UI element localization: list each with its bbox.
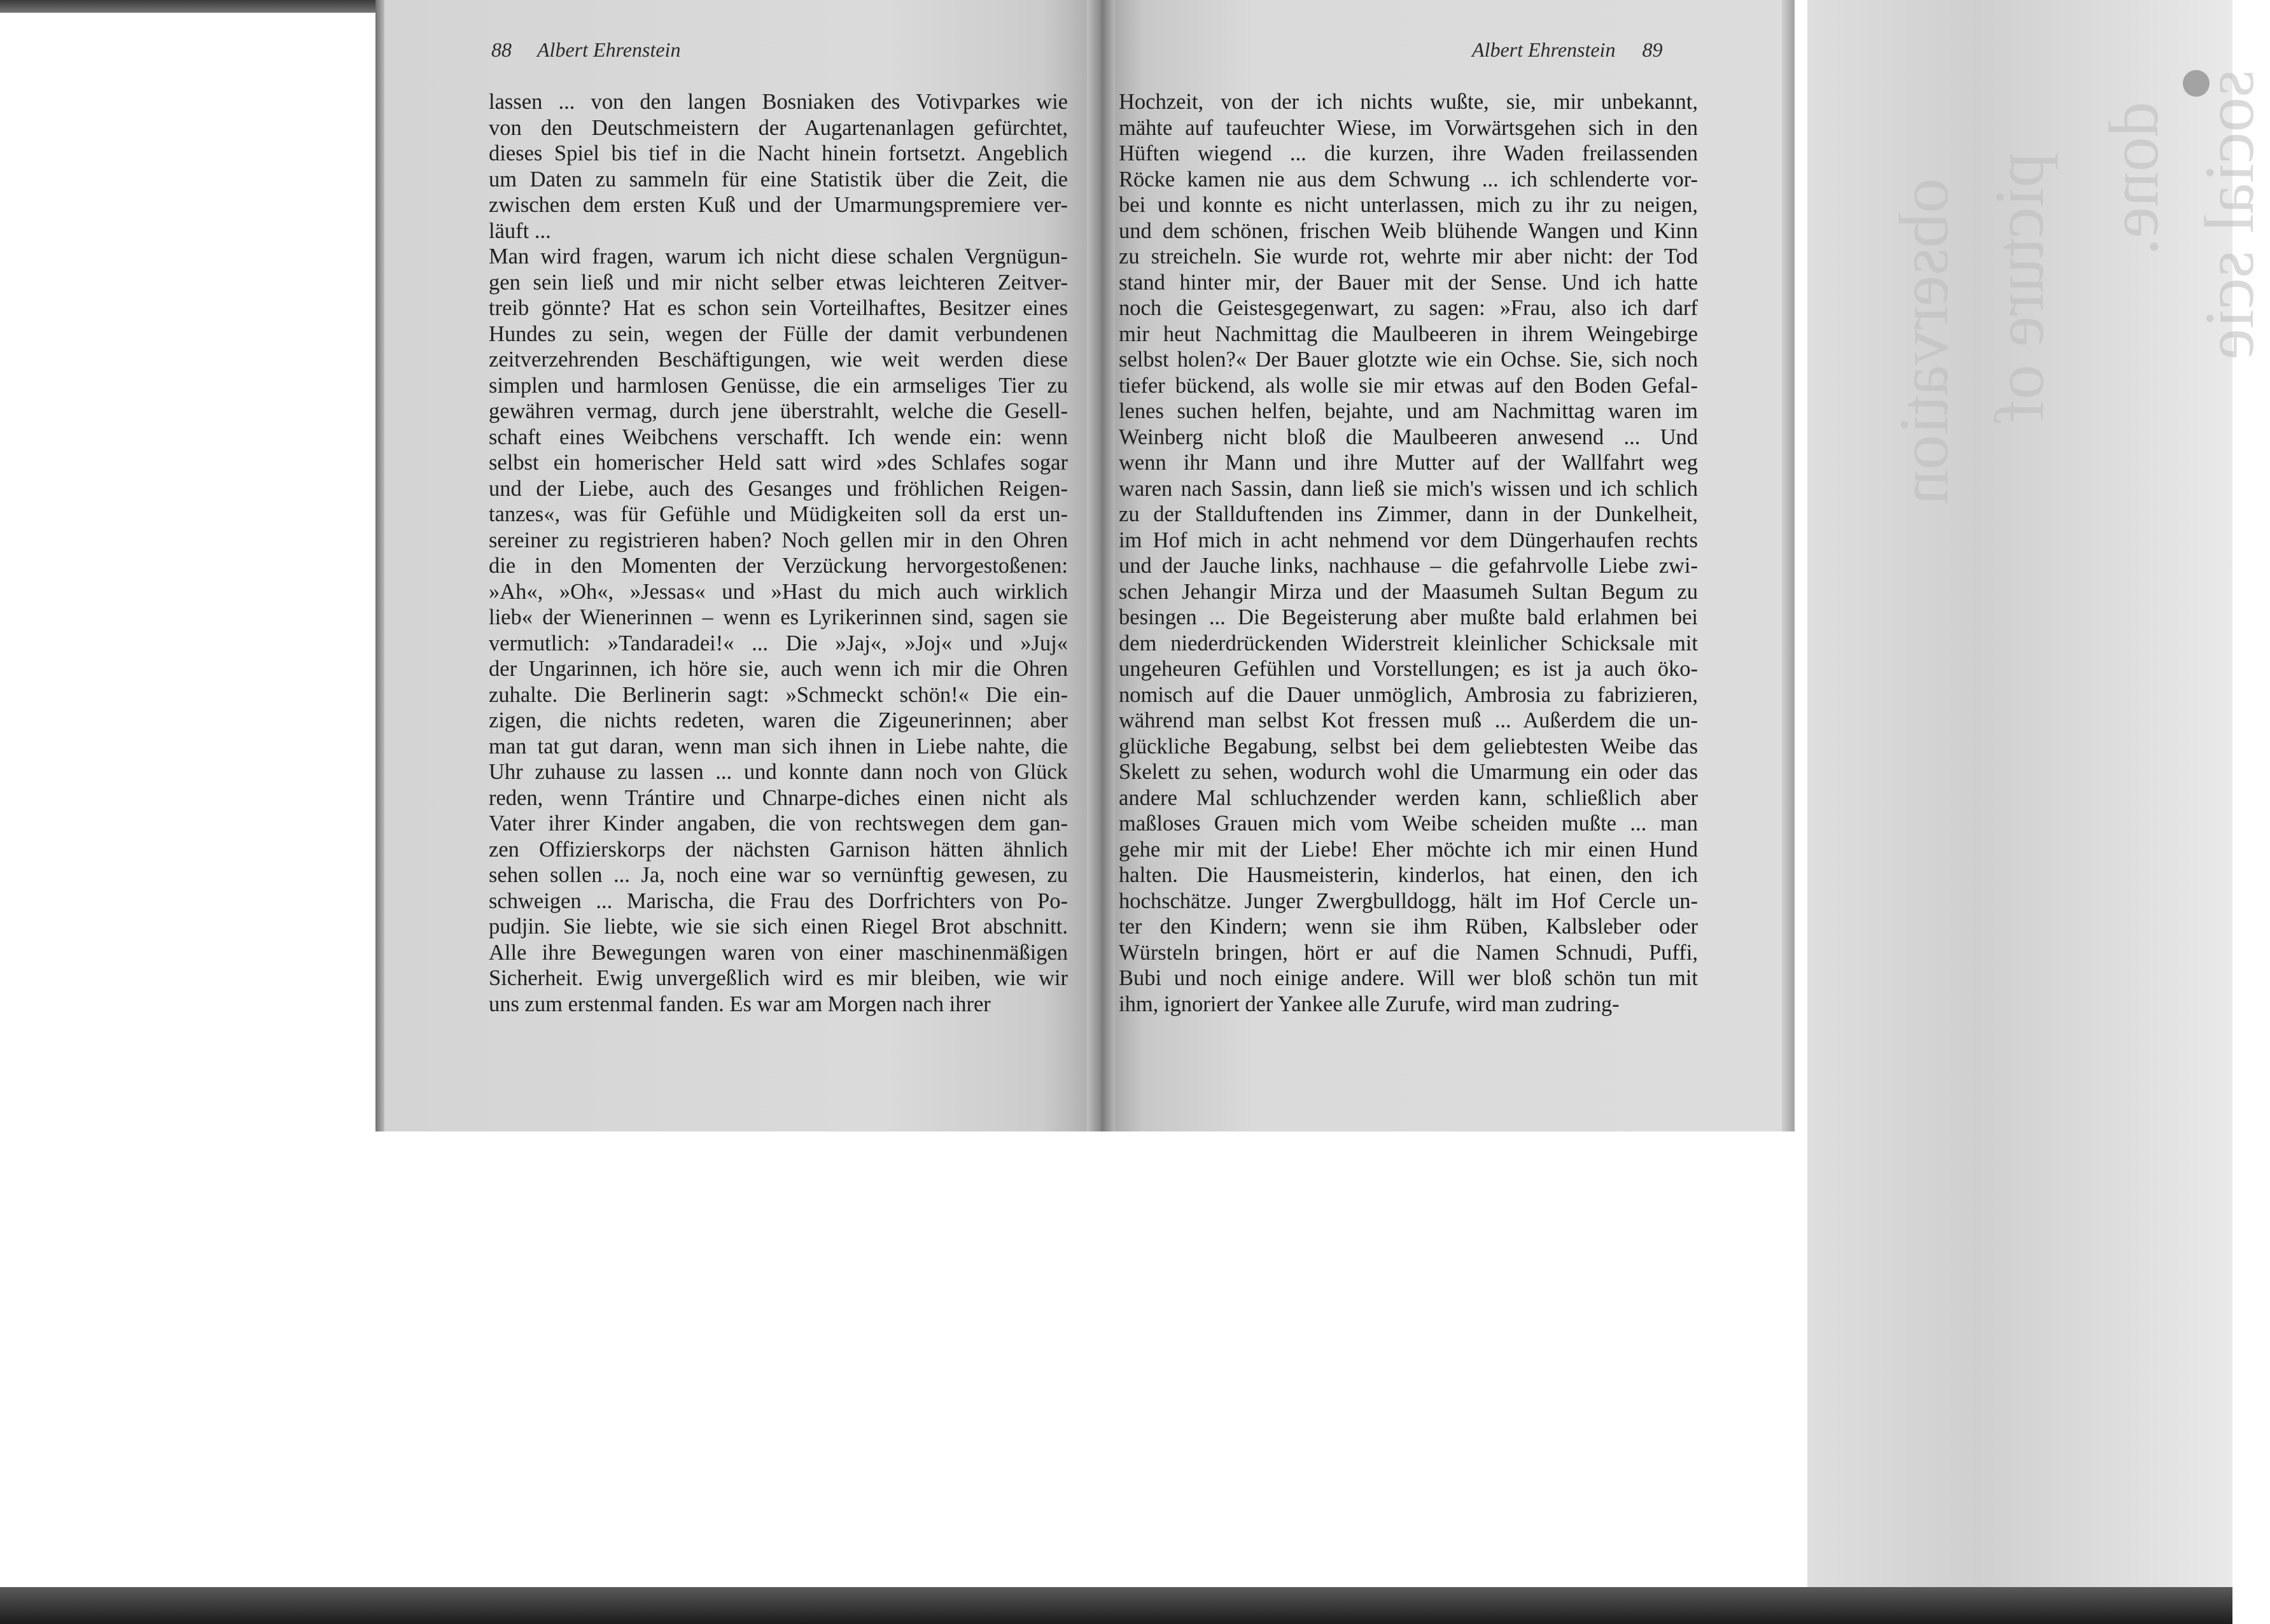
scan-shadow-bottom [0, 1587, 2232, 1624]
page-number: 89 [1642, 38, 1663, 61]
text-line: während man selbst Kot fressen muß ... Außerdem die un- [1119, 708, 1698, 732]
page-edge [375, 0, 384, 1131]
text-line: und der Liebe, auch des Gesanges und fröhlichen Reigen- [489, 476, 1068, 501]
text-line: und der Jauche links, nachhause – die gefahrvolle Liebe zwi- [1119, 554, 1698, 578]
text-line: simplen und harmlosen Genüsse, die ein armseliges Tier zu [489, 373, 1068, 398]
left-page [375, 0, 1101, 1131]
text-line: wenn ihr Mann und ihre Mutter auf der Wallfahrt weg [1119, 451, 1698, 475]
text-line: vermutlich: »Tandaradei!« ... Die »Jaj«, »Joj« und »Juj« [489, 631, 1068, 655]
text-line: mir heut Nachmittag die Maulbeeren in ihrem Weingebirge [1119, 321, 1698, 346]
text-line: andere Mal schluchzender werden kann, schließlich aber [1119, 785, 1698, 810]
text-line: zen Offizierskorps der nächsten Garnison hätten ähnlich [489, 837, 1068, 862]
text-line: stand hinter mir, der Bauer mit der Sense. Und ich hatte [1119, 270, 1698, 295]
text-line: treib gönnte? Hat es schon sein Vorteilhaftes, Besitzer eines [489, 296, 1068, 320]
right-page-text [1119, 89, 1698, 1017]
text-line: lassen ... von den langen Bosniaken des Votivparkes wie [489, 90, 1068, 114]
text-line: dem niederdrückenden Widerstreit kleinlicher Schicksale mit [1119, 631, 1698, 655]
page-edge [1782, 0, 1795, 1131]
text-line: Sicherheit. Ewig unvergeßlich wird es mir bleiben, wie wir [489, 966, 1068, 990]
bleed-through-line: observation [1885, 178, 1963, 505]
text-line: selbst ein homerischer Held satt wird »des Schlafes sogar [489, 451, 1068, 475]
text-line: Hundes zu sein, wegen der Fülle der damit verbundenen [489, 321, 1068, 346]
text-line: von den Deutschmeistern der Augartenanlagen gefürchtet, [489, 115, 1068, 140]
text-line: und dem schönen, frischen Weib blühende Wangen und Kinn [1119, 218, 1698, 243]
text-line: waren nach Sassin, dann ließ sie mich's wissen und ich schlich [1119, 476, 1698, 501]
text-line: mähte auf taufeuchter Wiese, im Vorwärtsgehen sich in den [1119, 115, 1698, 140]
text-line: Vater ihrer Kinder angaben, die von rechtswegen dem gan- [489, 811, 1068, 836]
text-line: halten. Die Hausmeisterin, kinderlos, hat einen, den ich [1119, 863, 1698, 887]
scan-shadow-top [0, 0, 375, 13]
text-line: »Ah«, »Oh«, »Jessas« und »Hast du mich auch wirklich [489, 579, 1068, 604]
text-line: im Hof mich in acht nehmend vor dem Düngerhaufen rechts [1119, 528, 1698, 552]
text-line: lieb« der Wienerinnen – wenn es Lyrikerinnen sind, sagen sie [489, 605, 1068, 629]
right-page [1101, 0, 1795, 1131]
text-line: zu streicheln. Sie wurde rot, wehrte mir aber nicht: der Tod [1119, 244, 1698, 269]
text-line: ungeheuren Gefühlen und Vorstellungen; es ist ja auch öko- [1119, 657, 1698, 681]
author-name: Albert Ehrenstein [1472, 38, 1616, 61]
text-line: glückliche Begabung, selbst bei dem geliebtesten Weibe das [1119, 734, 1698, 759]
page-number: 88 [491, 38, 512, 61]
text-line: Würsteln bringen, hört er auf die Namen Schnudi, Puffi, [1119, 940, 1698, 965]
text-line: Alle ihre Bewegungen waren von einer maschinenmäßigen [489, 940, 1068, 965]
text-line: sehen sollen ... Ja, noch eine war so vernünftig gewesen, zu [489, 863, 1068, 887]
text-line: man tat gut daran, wenn man sich ihnen in Liebe nahte, die [489, 734, 1068, 759]
left-page-text [489, 89, 1068, 1017]
text-line: zigen, die nichts redeten, waren die Zigeunerinnen; aber [489, 708, 1068, 732]
open-book [375, 0, 1795, 1131]
text-line: gen sein ließ und mir nicht selber etwas leichteren Zeitver- [489, 270, 1068, 295]
bleed-through-line: social scie [2190, 70, 2268, 360]
text-line: besingen ... Die Begeisterung aber mußte bald erlahmen bei [1119, 605, 1698, 629]
text-line: Hüften wiegend ... die kurzen, ihre Waden freilassenden [1119, 141, 1698, 165]
text-line: zuhalte. Die Berlinerin sagt: »Schmeckt schön!« Die ein- [489, 682, 1068, 707]
text-line: Uhr zuhause zu lassen ... und konnte dann noch von Glück [489, 760, 1068, 784]
author-name: Albert Ehrenstein [537, 38, 681, 61]
text-line: Röcke kamen nie aus dem Schwung ... ich schlenderte vor- [1119, 167, 1698, 192]
text-line: tanzes«, was für Gefühle und Müdigkeiten soll da erst un- [489, 502, 1068, 526]
text-line: bei und konnte es nicht unterlassen, mich zu ihr zu neigen, [1119, 193, 1698, 217]
text-line: Weinberg nicht bloß die Maulbeeren anwesend ... Und [1119, 424, 1698, 449]
text-line: die in den Momenten der Verzückung hervorgestoßenen: [489, 554, 1068, 578]
text-line: selbst holen?« Der Bauer glotzte wie ein Ochse. Sie, sich noch [1119, 347, 1698, 372]
text-line: Skelett zu sehen, wodurch wohl die Umarmung ein oder das [1119, 760, 1698, 784]
text-line: zwischen dem ersten Kuß und der Umarmungspremiere ver- [489, 193, 1068, 217]
text-line: hochschätze. Junger Zwergbulldogg, hält im Hof Cercle un- [1119, 888, 1698, 913]
text-line: pudjin. Sie liebte, wie sie sich einen Riegel Brot abschnitt. [489, 914, 1068, 939]
text-line: schen Jehangir Mirza und der Maasumeh Sultan Begum zu [1119, 579, 1698, 604]
text-line: maßloses Grauen mich vom Weibe scheiden mußte ... man [1119, 811, 1698, 836]
bleed-through-line: picture of [1980, 153, 2058, 423]
text-line: Hochzeit, von der ich nichts wußte, sie, mir unbekannt, [1119, 90, 1698, 114]
book-gutter [1087, 0, 1115, 1131]
text-line: läuft ... [489, 218, 551, 243]
text-line: reden, wenn Trántire und Chnarpe-diches einen nicht als [489, 785, 1068, 810]
text-line: Bubi und noch einige andere. Will wer bloß schön tun mit [1119, 966, 1698, 990]
text-line: lenes suchen helfen, bejahte, und am Nachmittag waren im [1119, 399, 1698, 423]
text-line: dieses Spiel bis tief in die Nacht hinein fortsetzt. Angeblich [489, 141, 1068, 165]
running-head-left [491, 38, 680, 62]
text-line: ter den Kindern; wenn sie ihm Rüben, Kalbsleber oder [1119, 914, 1698, 939]
text-line: der Ungarinnen, ich höre sie, auch wenn ich mir die Ohren [489, 657, 1068, 681]
text-line: nomisch auf die Dauer unmöglich, Ambrosia zu fabrizieren, [1119, 682, 1698, 707]
text-line: uns zum erstenmal fanden. Es war am Morgen nach ihrer [489, 991, 991, 1016]
text-line: zu der Stallduftenden ins Zimmer, dann in der Dunkelheit, [1119, 502, 1698, 526]
text-line: tiefer bückend, als wolle sie mir etwas auf den Boden Gefal- [1119, 373, 1698, 398]
text-line: Man wird fragen, warum ich nicht diese schalen Vergnügun- [489, 244, 1068, 269]
text-line: sereiner zu registrieren haben? Noch gellen mir in den Ohren [489, 528, 1068, 552]
text-line: noch die Geistesgegenwart, zu sagen: »Frau, also ich darf [1119, 296, 1698, 320]
running-head-right [1472, 38, 1662, 62]
bleed-through-line: done. [2095, 102, 2173, 256]
text-line: um Daten zu sammeln für eine Statistik über die Zeit, die [489, 167, 1068, 192]
text-line: schaft eines Weibchens verschafft. Ich wende ein: wenn [489, 424, 1068, 449]
text-line: ihm, ignoriert der Yankee alle Zurufe, wird man zudring- [1119, 991, 1620, 1016]
text-line: gehe mir mit der Liebe! Eher möchte ich mir einen Hund [1119, 837, 1698, 862]
text-line: gewähren vermag, durch jene überstrahlt, welche die Gesell- [489, 399, 1068, 423]
text-line: zeitverzehrenden Beschäftigungen, wie weit werden diese [489, 347, 1068, 372]
text-line: schweigen ... Marischa, die Frau des Dorfrichters von Po- [489, 888, 1068, 913]
